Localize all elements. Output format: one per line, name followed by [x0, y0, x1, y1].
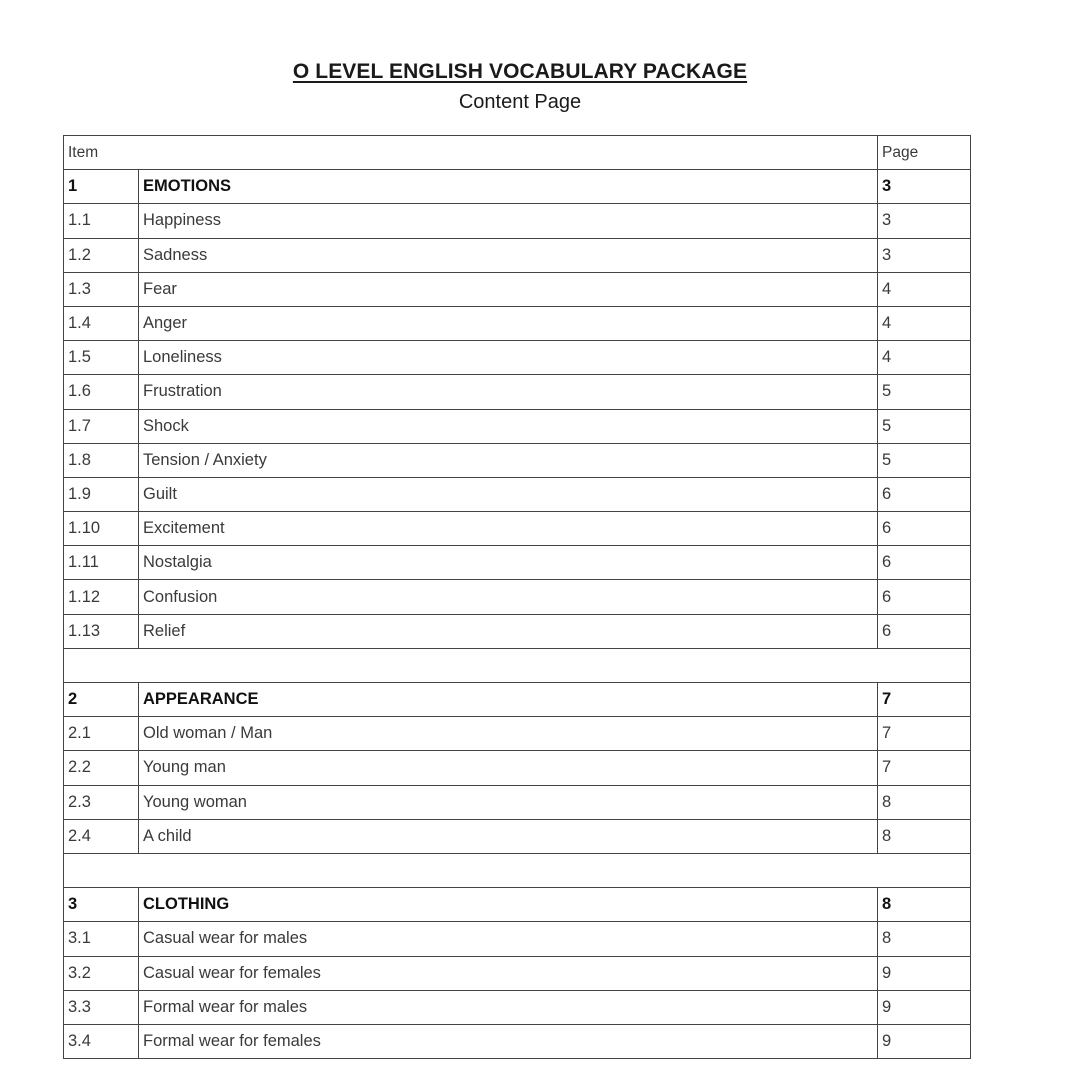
- table-row: [64, 990, 971, 1024]
- row-page-cell: 4: [878, 306, 971, 340]
- row-title-cell: Confusion: [139, 580, 878, 614]
- row-title-cell: CLOTHING: [139, 888, 878, 922]
- row-num-cell: 3: [64, 888, 139, 922]
- row-page-cell: 8: [878, 922, 971, 956]
- table-row: [64, 956, 971, 990]
- row-num-cell: 2.2: [64, 751, 139, 785]
- blank-row: [64, 853, 971, 887]
- row-num-cell: 1.9: [64, 477, 139, 511]
- row-page-cell: 7: [878, 751, 971, 785]
- row-page-cell: 7: [878, 717, 971, 751]
- row-page-cell: 4: [878, 272, 971, 306]
- table-row: [64, 546, 971, 580]
- table-row: [64, 819, 971, 853]
- row-title-cell: Anger: [139, 306, 878, 340]
- table-row: [64, 477, 971, 511]
- section-row: [64, 683, 971, 717]
- table-row: [64, 375, 971, 409]
- row-num-cell: 1.4: [64, 306, 139, 340]
- row-page-cell: 5: [878, 409, 971, 443]
- row-page-cell: 8: [878, 819, 971, 853]
- row-title-cell: Sadness: [139, 238, 878, 272]
- row-title-cell: A child: [139, 819, 878, 853]
- section-row: [64, 170, 971, 204]
- table-row: [64, 751, 971, 785]
- row-num-cell: 1.2: [64, 238, 139, 272]
- row-title-cell: Frustration: [139, 375, 878, 409]
- row-num-cell: 1: [64, 170, 139, 204]
- row-num-cell: 1.7: [64, 409, 139, 443]
- row-page-cell: 3: [878, 170, 971, 204]
- row-page-cell: 6: [878, 580, 971, 614]
- row-title-cell: Casual wear for females: [139, 956, 878, 990]
- table-row: [64, 512, 971, 546]
- row-num-cell: 1.6: [64, 375, 139, 409]
- header-item-label: Item: [64, 136, 878, 170]
- row-page-cell: 3: [878, 204, 971, 238]
- contents-table: [63, 135, 971, 1059]
- row-page-cell: 9: [878, 990, 971, 1024]
- row-num-cell: 2.4: [64, 819, 139, 853]
- row-title-cell: Loneliness: [139, 341, 878, 375]
- row-title-cell: Guilt: [139, 477, 878, 511]
- row-page-cell: 9: [878, 1024, 971, 1058]
- row-page-cell: 4: [878, 341, 971, 375]
- table-row: [64, 717, 971, 751]
- row-num-cell: 1.8: [64, 443, 139, 477]
- document-title: O LEVEL ENGLISH VOCABULARY PACKAGE: [292, 60, 748, 83]
- table-row: [64, 341, 971, 375]
- row-title-cell: Fear: [139, 272, 878, 306]
- blank-row: [64, 648, 971, 682]
- table-row: [64, 409, 971, 443]
- row-title-cell: Shock: [139, 409, 878, 443]
- row-num-cell: 1.5: [64, 341, 139, 375]
- row-page-cell: 7: [878, 683, 971, 717]
- table-row: [64, 785, 971, 819]
- row-page-cell: 8: [878, 888, 971, 922]
- row-page-cell: 8: [878, 785, 971, 819]
- row-num-cell: 2.1: [64, 717, 139, 751]
- row-page-cell: 6: [878, 477, 971, 511]
- row-title-cell: Old woman / Man: [139, 717, 878, 751]
- row-page-cell: 6: [878, 614, 971, 648]
- row-title-cell: Formal wear for females: [139, 1024, 878, 1058]
- section-row: [64, 888, 971, 922]
- blank-cell: [64, 853, 971, 887]
- row-num-cell: 1.3: [64, 272, 139, 306]
- row-num-cell: 1.11: [64, 546, 139, 580]
- blank-cell: [64, 648, 971, 682]
- table-row: [64, 306, 971, 340]
- row-title-cell: Excitement: [139, 512, 878, 546]
- row-num-cell: 1.13: [64, 614, 139, 648]
- row-title-cell: Tension / Anxiety: [139, 443, 878, 477]
- row-title-cell: Casual wear for males: [139, 922, 878, 956]
- row-page-cell: 6: [878, 512, 971, 546]
- row-num-cell: 1.1: [64, 204, 139, 238]
- row-page-cell: 5: [878, 375, 971, 409]
- row-title-cell: Nostalgia: [139, 546, 878, 580]
- table-header-row: [64, 136, 971, 170]
- row-num-cell: 3.4: [64, 1024, 139, 1058]
- table-row: [64, 614, 971, 648]
- row-num-cell: 2.3: [64, 785, 139, 819]
- row-title-cell: Formal wear for males: [139, 990, 878, 1024]
- row-page-cell: 5: [878, 443, 971, 477]
- row-num-cell: 3.1: [64, 922, 139, 956]
- table-row: [64, 580, 971, 614]
- table-row: [64, 443, 971, 477]
- contents-table-body: [64, 136, 971, 1059]
- row-title-cell: Young man: [139, 751, 878, 785]
- row-title-cell: Young woman: [139, 785, 878, 819]
- row-num-cell: 1.12: [64, 580, 139, 614]
- row-page-cell: 9: [878, 956, 971, 990]
- row-title-cell: Happiness: [139, 204, 878, 238]
- row-title-cell: Relief: [139, 614, 878, 648]
- row-page-cell: 3: [878, 238, 971, 272]
- table-row: [64, 238, 971, 272]
- row-num-cell: 2: [64, 683, 139, 717]
- row-title-cell: APPEARANCE: [139, 683, 878, 717]
- header-page-label: Page: [878, 136, 971, 170]
- row-page-cell: 6: [878, 546, 971, 580]
- document-subtitle: Content Page: [458, 91, 582, 113]
- table-row: [64, 272, 971, 306]
- table-row: [64, 1024, 971, 1058]
- row-num-cell: 3.3: [64, 990, 139, 1024]
- row-num-cell: 1.10: [64, 512, 139, 546]
- table-row: [64, 204, 971, 238]
- row-num-cell: 3.2: [64, 956, 139, 990]
- row-title-cell: EMOTIONS: [139, 170, 878, 204]
- table-row: [64, 922, 971, 956]
